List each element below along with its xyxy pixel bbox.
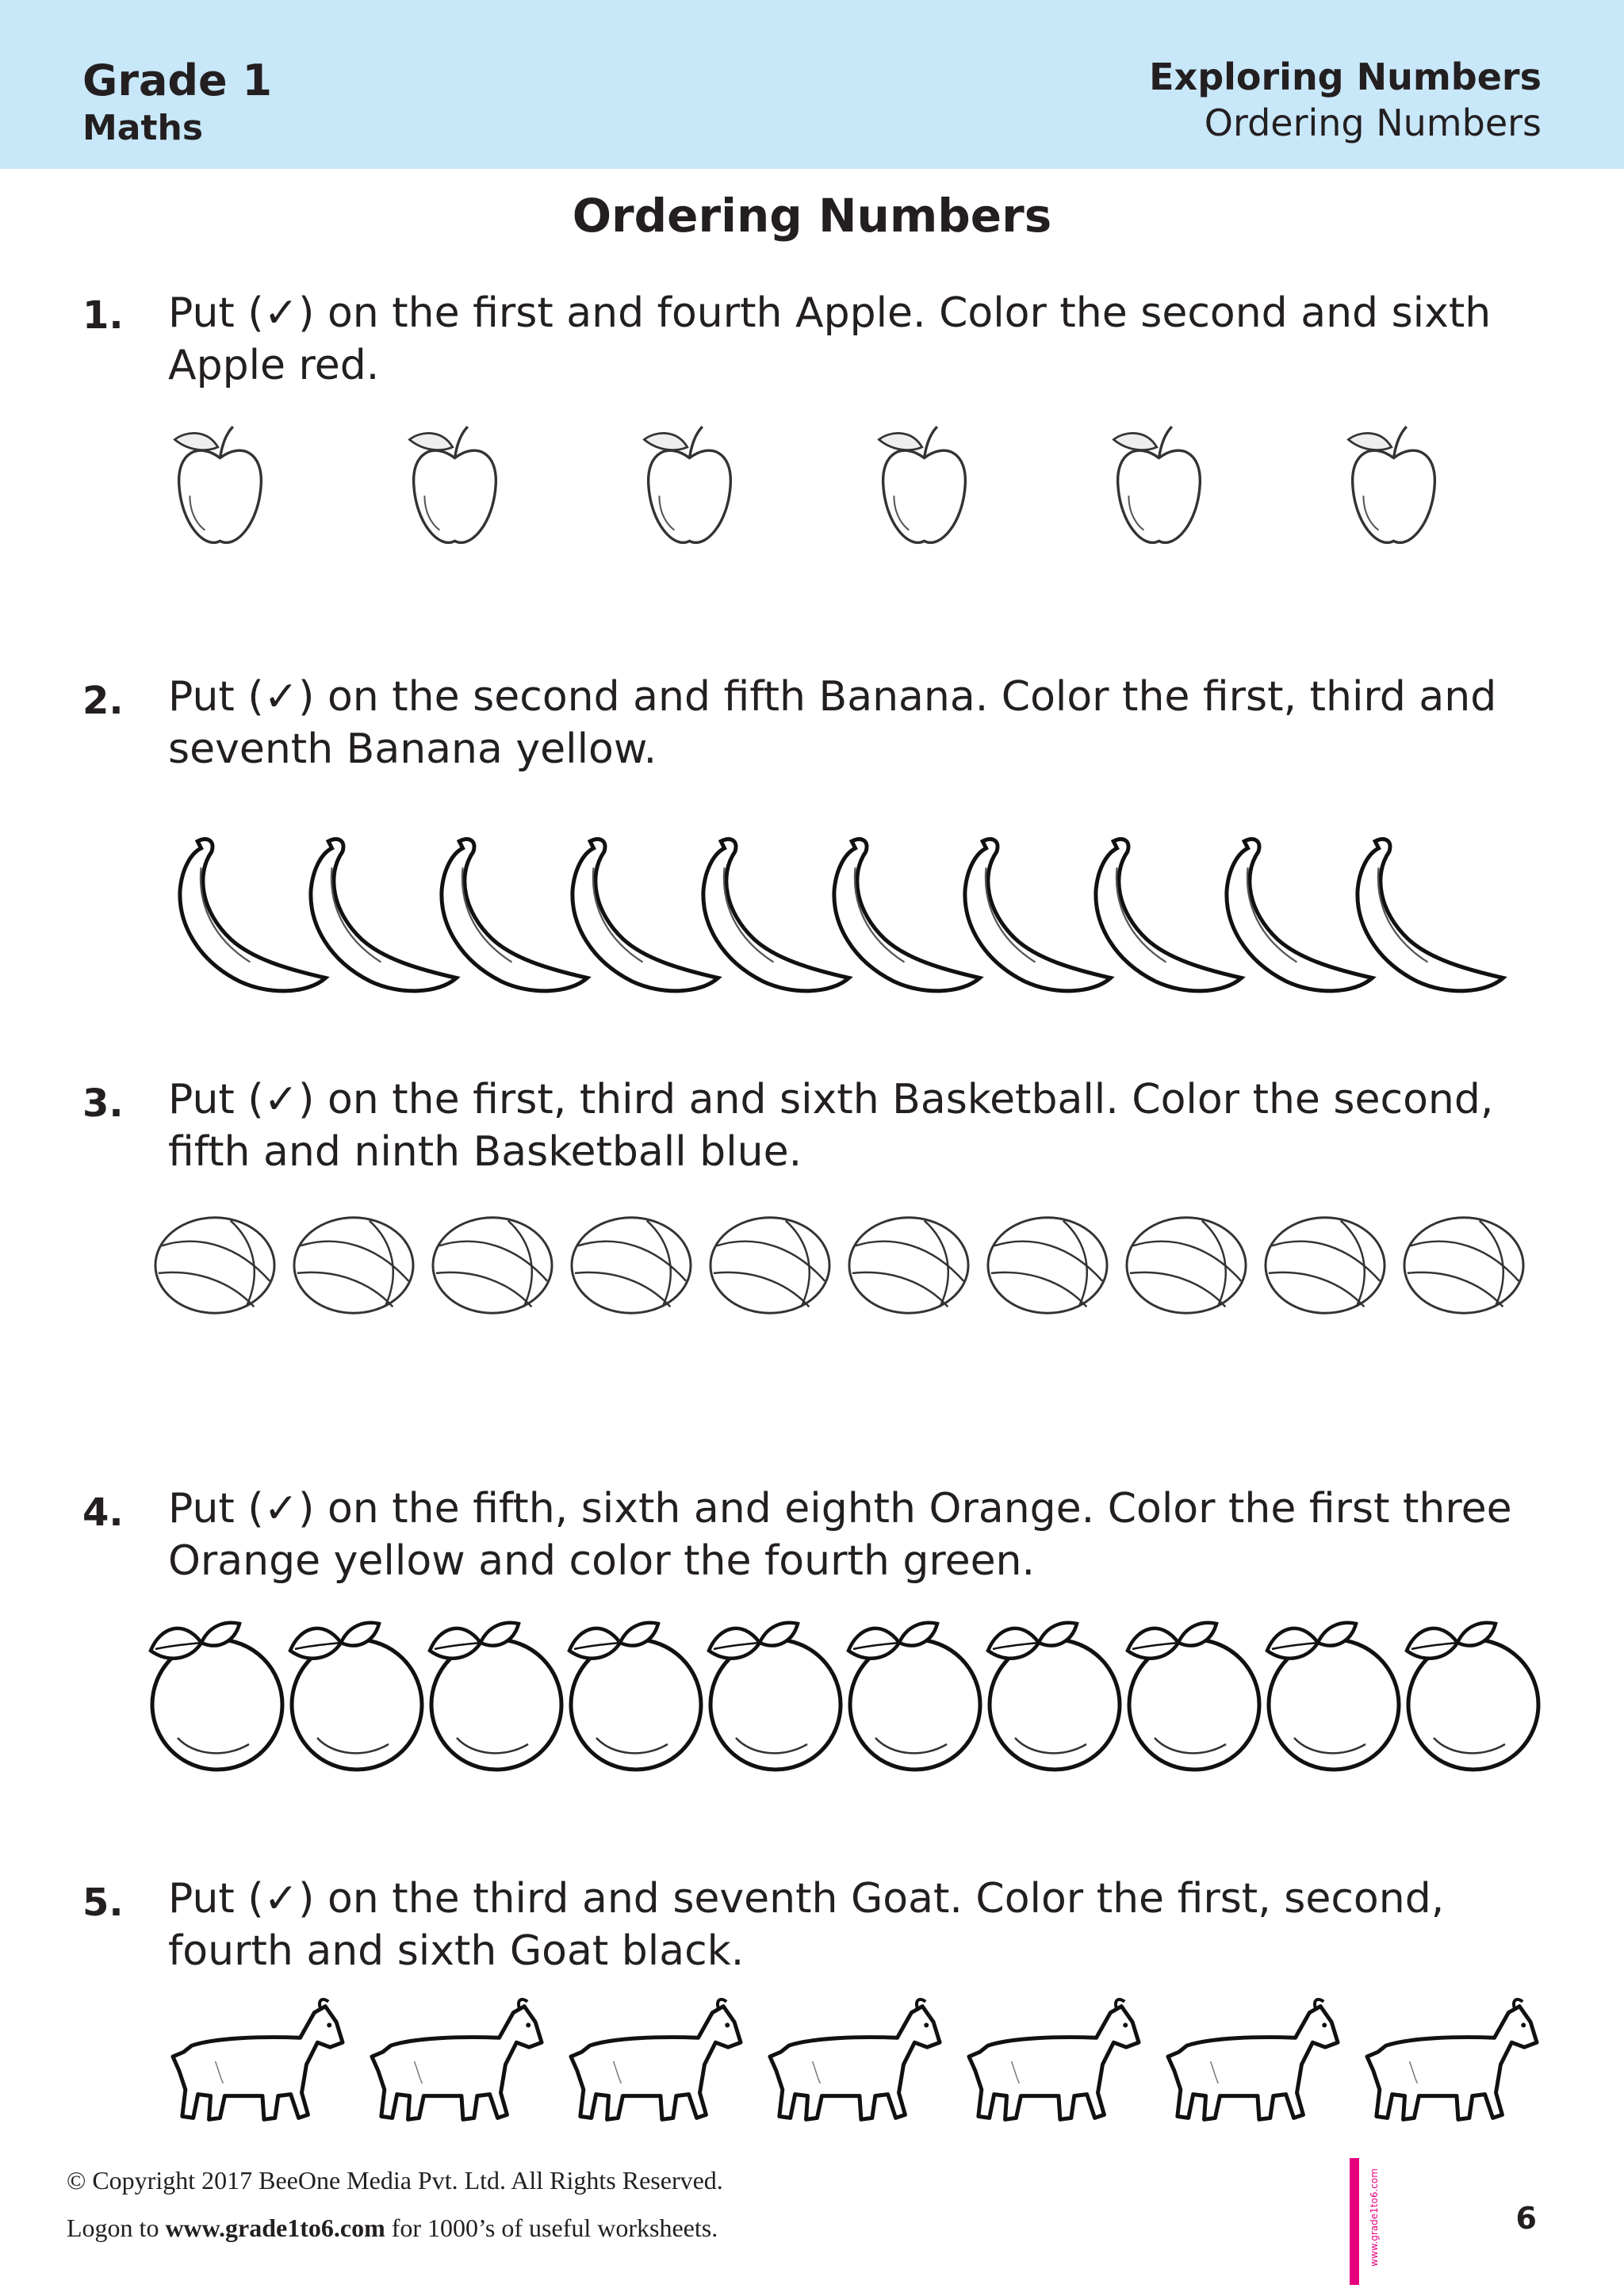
basketball-icon (1124, 1209, 1249, 1322)
orange-icon (146, 1619, 289, 1777)
topic-label: Exploring Numbers (1149, 55, 1542, 98)
question-4-line-2: Orange yellow and color the fourth green. (168, 1537, 1036, 1585)
question-1-line-2: Apple red. (168, 342, 380, 389)
basketball-icon (1262, 1209, 1388, 1322)
logon-suffix: for 1000’s of useful worksheets. (385, 2214, 718, 2242)
basketball-icon (985, 1209, 1110, 1322)
question-text-2 (168, 671, 1564, 775)
apple-icon (1332, 420, 1455, 555)
copyright-text: © Copyright 2017 BeeOne Media Pvt. Ltd. All Rights Reserved. (67, 2166, 723, 2195)
basketball-icon (707, 1209, 833, 1322)
page-title: Ordering Numbers (572, 189, 1052, 243)
banana-row (0, 825, 1624, 1015)
basketball-icon (846, 1209, 971, 1322)
orange-icon (1402, 1619, 1545, 1777)
apple-icon (393, 420, 516, 555)
question-3-line-2: fifth and ninth Basketball blue. (168, 1128, 802, 1176)
basketball-icon (1401, 1209, 1526, 1322)
question-2-line-2: seventh Banana yellow. (168, 725, 657, 773)
goat-icon (765, 1998, 946, 2125)
basketball-icon (569, 1209, 694, 1322)
question-text-5 (168, 1873, 1564, 1977)
apple-icon (1097, 420, 1220, 555)
orange-row (0, 1619, 1624, 1777)
apple-row (0, 420, 1624, 555)
grade-label: Grade 1 (82, 55, 273, 105)
goat-row (0, 1998, 1624, 2156)
goat-icon (964, 1998, 1145, 2125)
orange-icon (983, 1619, 1126, 1777)
orange-icon (565, 1619, 707, 1777)
apple-icon (628, 420, 751, 555)
goat-icon (566, 1998, 747, 2125)
apple-icon (159, 420, 282, 555)
goat-icon (1163, 1998, 1344, 2125)
orange-icon (1262, 1619, 1405, 1777)
question-number-1: 1. (82, 293, 124, 338)
goat-icon (367, 1998, 548, 2125)
question-text-3 (168, 1073, 1564, 1178)
question-text-1 (168, 287, 1564, 392)
logon-text (67, 2214, 718, 2243)
question-number-2: 2. (82, 679, 124, 723)
page-number: 6 (1515, 2201, 1537, 2236)
basketball-icon (430, 1209, 555, 1322)
basketball-icon (152, 1209, 278, 1322)
side-accent-bar (1350, 2158, 1359, 2285)
goat-icon (1362, 1998, 1543, 2125)
subject-label: Maths (82, 108, 204, 148)
subtopic-label: Ordering Numbers (1204, 101, 1542, 144)
question-4-line-1: Put (✓) on the fifth, sixth and eighth Orange. Color the first three (168, 1485, 1512, 1533)
question-number-5: 5. (82, 1881, 124, 1925)
basketball-row (0, 1209, 1624, 1336)
orange-icon (425, 1619, 568, 1777)
question-text-4 (168, 1483, 1564, 1587)
orange-icon (285, 1619, 428, 1777)
goat-icon (168, 1998, 349, 2125)
header-band (0, 0, 1624, 169)
website-link[interactable]: www.grade1to6.com (165, 2214, 385, 2242)
orange-icon (704, 1619, 847, 1777)
banana-icon (1349, 825, 1515, 1007)
basketball-icon (291, 1209, 416, 1322)
question-number-4: 4. (82, 1490, 124, 1535)
question-1-line-1: Put (✓) on the first and fourth Apple. Color the second and sixth (168, 289, 1492, 337)
orange-icon (844, 1619, 986, 1777)
question-5-line-1: Put (✓) on the third and seventh Goat. Color the first, second, (168, 1875, 1445, 1923)
question-3-line-1: Put (✓) on the first, third and sixth Basketball. Color the second, (168, 1076, 1494, 1123)
apple-icon (863, 420, 986, 555)
question-number-3: 3. (82, 1081, 124, 1126)
orange-icon (1123, 1619, 1266, 1777)
question-2-line-1: Put (✓) on the second and fifth Banana. Color the first, third and (168, 673, 1497, 721)
question-5-line-2: fourth and sixth Goat black. (168, 1927, 745, 1975)
side-url-text: www.grade1to6.com (1369, 2168, 1380, 2267)
logon-prefix: Logon to (67, 2214, 166, 2242)
